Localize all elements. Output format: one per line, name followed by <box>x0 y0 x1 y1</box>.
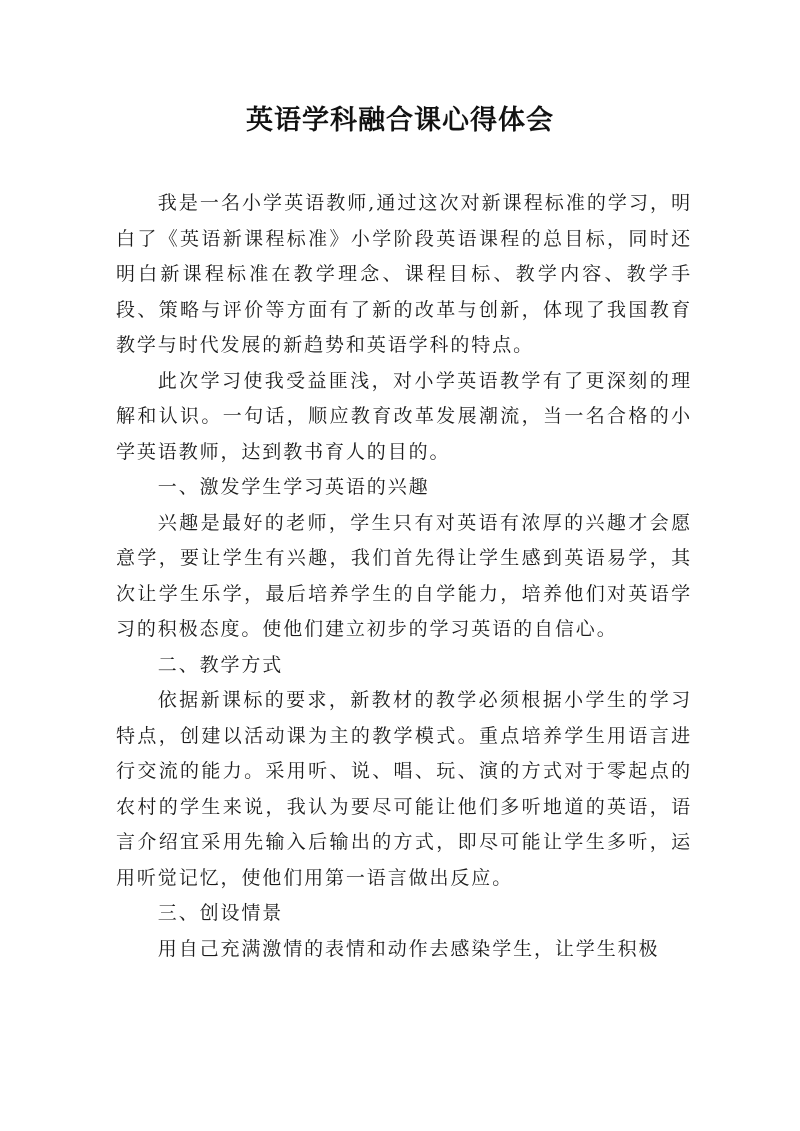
document-body <box>116 186 692 967</box>
section-heading: 二、教学方式 <box>157 653 284 676</box>
paragraph: 兴趣是最好的老师，学生只有对英语有浓厚的兴趣才会愿意学，要让学生有兴趣，我们首先得让学生感到英语易学，其次让学生乐学，最后培养学生的自学能力，培养他们对英语学习的积极态度。使他们建立初步的学习英语的自信心。 <box>116 511 692 640</box>
paragraph: 此次学习使我受益匪浅，对小学英语教学有了更深刻的理解和认识。一句话，顺应教育改革发展潮流，当一名合格的小学英语教师，达到教书育人的目的。 <box>116 369 692 463</box>
paragraph: 依据新课标的要求，新教材的教学必须根据小学生的学习特点，创建以活动课为主的教学模式。重点培养学生用语言进行交流的能力。采用听、说、唱、玩、演的方式对于零起点的农村的学生来说，我认为要尽可能让他们多听地道的英语，语言介绍宜采用先输入后输出的方式，即尽可能让学生多听，运用听觉记忆，使他们用第一语言做出反应。 <box>116 689 692 889</box>
section-heading: 三、创设情景 <box>157 902 284 924</box>
document-title: 英语学科融合课心得体会 <box>246 105 554 136</box>
paragraph: 用自己充满激情的表情和动作去感染学生，让学生积极 <box>157 937 660 960</box>
paragraph: 我是一名小学英语教师,通过这次对新课程标准的学习，明白了《英语新课程标准》小学阶段英语课程的总目标，同时还明白新课程标准在教学理念、课程目标、教学内容、教学手段、策略与评价等方面有了新的改革与创新，体现了我国教育教学与时代发展的新趋势和英语学科的特点。 <box>116 192 692 356</box>
section-heading: 一、激发学生学习英语的兴趣 <box>157 476 430 498</box>
